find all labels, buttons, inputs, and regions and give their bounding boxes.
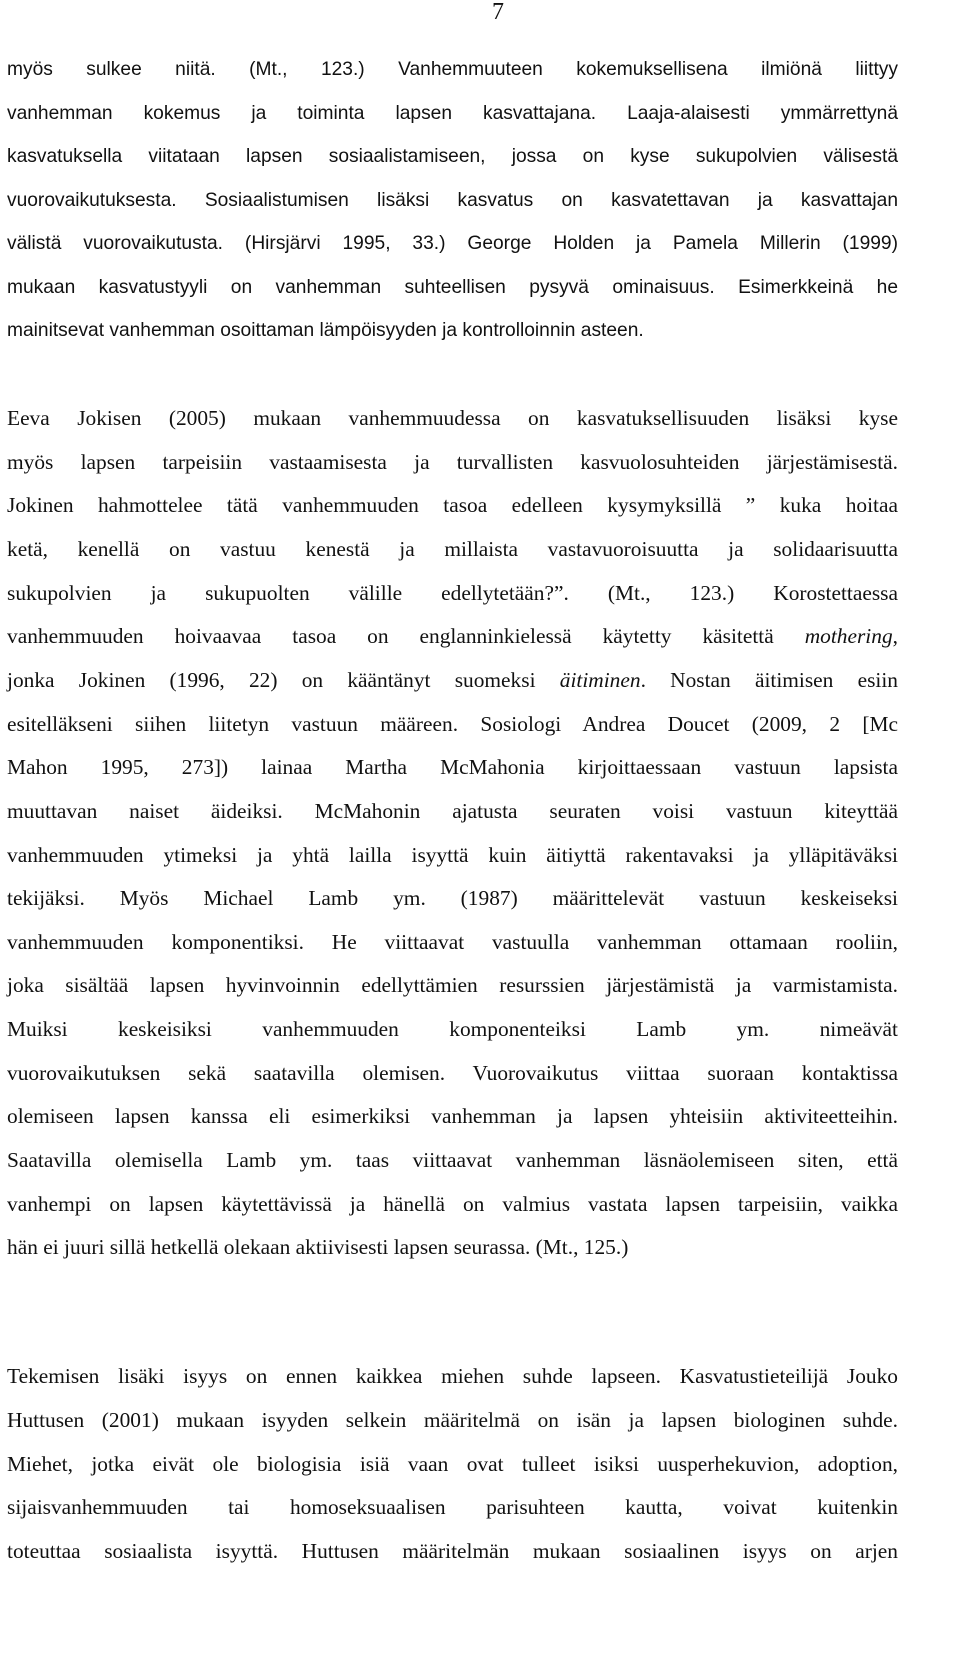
- text-run: Saatavilla olemisella Lamb ym. taas viittaavat vanhemman läsnäolemiseen siten, että: [7, 1148, 898, 1172]
- text-line: [7, 276, 898, 300]
- text-line: [7, 1408, 898, 1432]
- text-line: [7, 843, 898, 867]
- text-line: [7, 581, 898, 605]
- text-line: [7, 537, 898, 561]
- text-line: [7, 493, 898, 517]
- text-run: vanhemman kokemus ja toiminta lapsen kasvattajana. Laaja-alaisesti ymmärrettynä: [7, 103, 898, 124]
- text-run: joka sisältää lapsen hyvinvoinnin edellyttämien resurssien järjestämistä ja varmistamista.: [7, 973, 898, 997]
- text-run: Tekemisen lisäki isyys on ennen kaikkea miehen suhde lapseen. Kasvatustieteilijä Jouko: [7, 1364, 898, 1388]
- text-run: kasvatuksella viitataan lapsen sosiaalistamiseen, jossa on kyse sukupolvien välisestä: [7, 146, 898, 167]
- text-line: [7, 1495, 898, 1519]
- text-run: tekijäksi. Myös Michael Lamb ym. (1987) määrittelevät vastuun keskeiseksi: [7, 886, 898, 910]
- text-line: [7, 1061, 898, 1085]
- text-run: jonka Jokinen (1996, 22) on kääntänyt suomeksi: [7, 668, 560, 692]
- text-run: ketä, kenellä on vastuu kenestä ja millaista vastavuoroisuutta ja solidaarisuutta: [7, 537, 898, 561]
- text-line: [7, 1017, 898, 1041]
- text-line: [7, 930, 898, 954]
- text-run: sijaisvanhemmuuden tai homoseksuaalisen parisuhteen kautta, voivat kuitenkin: [7, 1495, 898, 1519]
- text-line: [7, 319, 644, 343]
- text-line: [7, 973, 898, 997]
- italic-term: äitiminen: [559, 668, 641, 692]
- text-run: hän ei juuri sillä hetkellä olekaan aktiivisesti lapsen seurassa. (Mt., 125.): [7, 1235, 629, 1259]
- text-run: sukupolvien ja sukupuolten välille edellytetään?”. (Mt., 123.) Korostettaessa: [7, 581, 898, 605]
- text-run: ,: [892, 624, 898, 648]
- text-run: olemiseen lapsen kanssa eli esimerkiksi vanhemman ja lapsen yhteisiin aktiviteetteihin.: [7, 1104, 898, 1128]
- text-line: [7, 189, 898, 213]
- text-line: [7, 1192, 898, 1216]
- text-line: [7, 799, 898, 823]
- text-line: [7, 886, 898, 910]
- text-run: vanhemmuuden hoivaavaa tasoa on englanninkielessä käytetty käsitettä: [7, 624, 805, 648]
- text-run: mainitsevat vanhemman osoittaman lämpöisyyden ja kontrolloinnin asteen.: [7, 320, 644, 341]
- text-run: Huttusen (2001) mukaan isyyden selkein määritelmä on isän ja lapsen biologinen suhde.: [7, 1408, 898, 1432]
- text-run: Mahon 1995, 273]) lainaa Martha McMahonia kirjoittaessaan vastuun lapsista: [7, 755, 898, 779]
- text-run: vanhempi on lapsen käytettävissä ja hänellä on valmius vastata lapsen tarpeisiin, vaikka: [7, 1192, 898, 1216]
- text-run: Jokinen hahmottelee tätä vanhemmuuden tasoa edelleen kysymyksillä ” kuka hoitaa: [7, 493, 898, 517]
- italic-term: mothering: [804, 624, 893, 648]
- text-run: vanhemmuuden ytimeksi ja yhtä lailla isyyttä kuin äitiyttä rakentavaksi ja ylläpitäväksi: [7, 843, 898, 867]
- text-line: [7, 450, 898, 474]
- text-line: [7, 1364, 898, 1388]
- text-line: [7, 232, 898, 256]
- text-line: [7, 624, 898, 648]
- text-run: esitelläkseni siihen liitetyn vastuun määreen. Sosiologi Andrea Doucet (2009, 2 [Mc: [7, 712, 898, 736]
- text-run: muuttavan naiset äideiksi. McMahonin ajatusta seuraten voisi vastuun kiteyttää: [7, 799, 898, 823]
- text-run: myös lapsen tarpeisiin vastaamisesta ja turvallisten kasvuolosuhteiden järjestämisestä.: [7, 450, 898, 474]
- page-number: 7: [492, 0, 504, 25]
- text-run: vanhemmuuden komponentiksi. He viittaavat vastuulla vanhemman ottamaan rooliin,: [7, 930, 898, 954]
- text-line: [7, 755, 898, 779]
- text-line: [7, 58, 898, 82]
- text-line: [7, 712, 898, 736]
- text-line: [7, 1452, 898, 1476]
- text-line: [7, 1148, 898, 1172]
- text-line: [7, 102, 898, 126]
- text-run: Eeva Jokisen (2005) mukaan vanhemmuudessa on kasvatuksellisuuden lisäksi kyse: [7, 406, 898, 430]
- text-line: [7, 406, 898, 430]
- text-run: . Nostan äitimisen esiin: [640, 668, 898, 692]
- text-run: vuorovaikutuksen sekä saatavilla olemisen. Vuorovaikutus viittaa suoraan kontaktissa: [7, 1061, 898, 1085]
- text-run: välistä vuorovaikutusta. (Hirsjärvi 1995, 33.) George Holden ja Pamela Millerin (1999): [7, 233, 898, 254]
- text-line: [7, 1235, 628, 1259]
- text-line: [7, 1104, 898, 1128]
- text-run: Muiksi keskeisiksi vanhemmuuden komponenteiksi Lamb ym. nimeävät: [7, 1017, 898, 1041]
- text-line: [7, 1539, 898, 1563]
- text-line: [7, 145, 898, 169]
- text-line: [7, 668, 898, 692]
- text-run: myös sulkee niitä. (Mt., 123.) Vanhemmuuteen kokemuksellisena ilmiönä liittyy: [7, 59, 898, 80]
- text-run: vuorovaikutuksesta. Sosiaalistumisen lisäksi kasvatus on kasvatettavan ja kasvattajan: [7, 190, 898, 211]
- text-run: toteuttaa sosiaalista isyyttä. Huttusen määritelmän mukaan sosiaalinen isyys on arjen: [7, 1539, 898, 1563]
- text-run: Miehet, jotka eivät ole biologisia isiä vaan ovat tulleet isiksi uusperhekuvion, adoption,: [7, 1452, 898, 1476]
- text-run: mukaan kasvatustyyli on vanhemman suhteellisen pysyvä ominaisuus. Esimerkkeinä he: [7, 277, 898, 298]
